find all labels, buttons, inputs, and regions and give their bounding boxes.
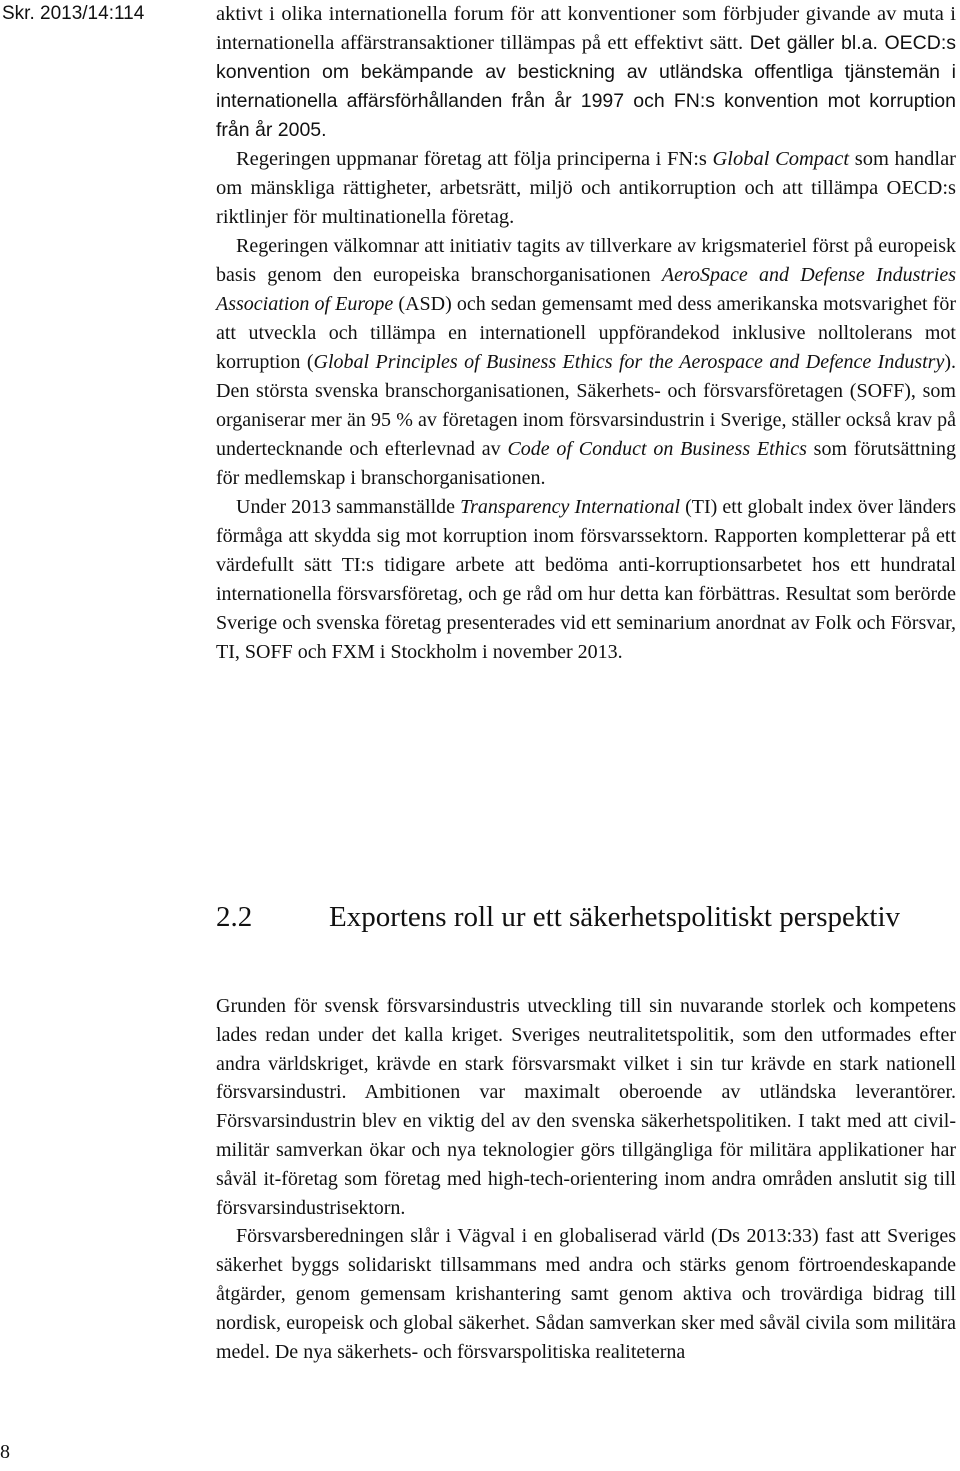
body-text-lower [216, 992, 956, 1366]
paragraph-3-part-c: ). Den största svenska branschorganisationen, Säkerhets- och försvarsföretagen (SOFF), som organiserar mer än 95 % av företagen inom försvarsindustrin i Sverige, ställer också krav på undertecknande och efterlevnad av [216, 351, 957, 460]
paragraph-3-part-a: Regeringen välkomnar att initiativ tagits av tillverkare av krigsmateriel först på europeisk basis genom den europeiska branschorganisationen [216, 235, 956, 286]
document-reference: Skr. 2013/14:114 [2, 3, 145, 24]
paragraph-3-emphasis-3: Code of Conduct on Business Ethics [507, 438, 807, 460]
paragraph-2-emphasis: Global Compact [712, 148, 850, 170]
paragraph-1-part-a: aktivt i olika internationella forum för att konventioner som förbjuder givande av muta i internationella affärstransaktioner tillämpas på ett effektivt sätt. [216, 3, 956, 54]
section-title: Exportens roll ur ett säkerhetspolitiskt perspektiv [329, 901, 901, 933]
paragraph-2-part-a: Regeringen uppmanar företag att följa principerna i FN:s [236, 148, 713, 170]
paragraph-2-part-b: som handlar om mänskliga rättigheter, arbetsrätt, miljö och antikorruption och att tillämpa OECD:s riktlinjer för multinationella företag. [216, 148, 957, 228]
paragraph-4-part-a: Under 2013 sammanställde [236, 496, 461, 518]
page-number: 8 [0, 1441, 10, 1463]
paragraph-4 [216, 493, 956, 667]
paragraph-3 [216, 232, 956, 493]
paragraph-3-part-b: (ASD) och sedan gemensamt med dess amerikanska motsvarighet för att utveckla och tillämpa en internationell uppförandekod inklusive nolltolerans mot korruption ( [216, 293, 956, 373]
section-number: 2.2 [216, 901, 253, 933]
paragraph-6: Försvarsberedningen slår i Vägval i en globaliserad värld (Ds 2013:33) fast att Sveriges säkerhet byggs solidariskt tillsammans med andra och stärks genom förtroendeskapande åtgärder, genom gemensam krishantering samt genom aktiva och trovärdiga bidrag till nordisk, europeisk och global säkerhet. Sådan samverkan sker med såväl civila som militära medel. De nya säkerhets- och försvarspolitiska realiteterna [216, 1225, 956, 1363]
paragraph-1-part-c: OECD:s konvention om bekämpande av bestickning av utländska offentliga tjänstemän i internationella affärsförhållanden från år 1997 och FN:s konvention mot korruption från år 2005. [216, 32, 956, 141]
paragraph-5: Grunden för svensk försvarsindustris utveckling till sin nuvarande storlek och kompetens lades redan under det kalla kriget. Sveriges neutralitetspolitik, som den utformades efter andra världskriget, krävde en stark försvarsmakt vilket i sin tur krävde en stark nationell försvarsindustri. Ambitionen var maximalt oberoende av utländska leverantörer. Försvarsindustrin blev en viktig del av den svenska säkerhetspolitiken. I takt med att civil-militär samverkan ökar och nya teknologier görs tillgängliga för militära applikationer har såväl it-företag som företag med high-tech-orientering inom andra områden anslutit sig till försvarsindustrisektorn. [216, 995, 956, 1219]
paragraph-4-part-b: (TI) ett globalt index över länders förmåga att skydda sig mot korruption inom försvarssektorn. Rapporten kompletterar på ett värdefullt sätt TI:s tidigare arbete att bedöma anti-korruptionsarbetet hos ett hundratal internationella försvarsföretag, och ge råd om hur detta kan förbättras. Resultat som berörde Sverige och svenska företag presenterades vid ett seminarium anordnat av Folk och Försvar, TI, SOFF och FXM i Stockholm i november 2013. [216, 496, 956, 663]
paragraph-2 [216, 145, 956, 232]
body-text-upper [216, 0, 956, 667]
paragraph-3-emphasis-2: Global Principles of Business Ethics for the Aerospace and Defence Industry [313, 351, 945, 373]
section-heading [216, 898, 956, 936]
paragraph-3-part-d: som förutsättning för medlemskap i branschorganisationen. [216, 438, 957, 489]
paragraph-1 [216, 0, 956, 145]
paragraph-4-emphasis: Transparency International [460, 496, 681, 518]
paragraph-1-part-b: Det gäller bl.a. [743, 32, 878, 54]
paragraph-3-emphasis-1: AeroSpace and Defense Industries Association of Europe [216, 264, 956, 315]
